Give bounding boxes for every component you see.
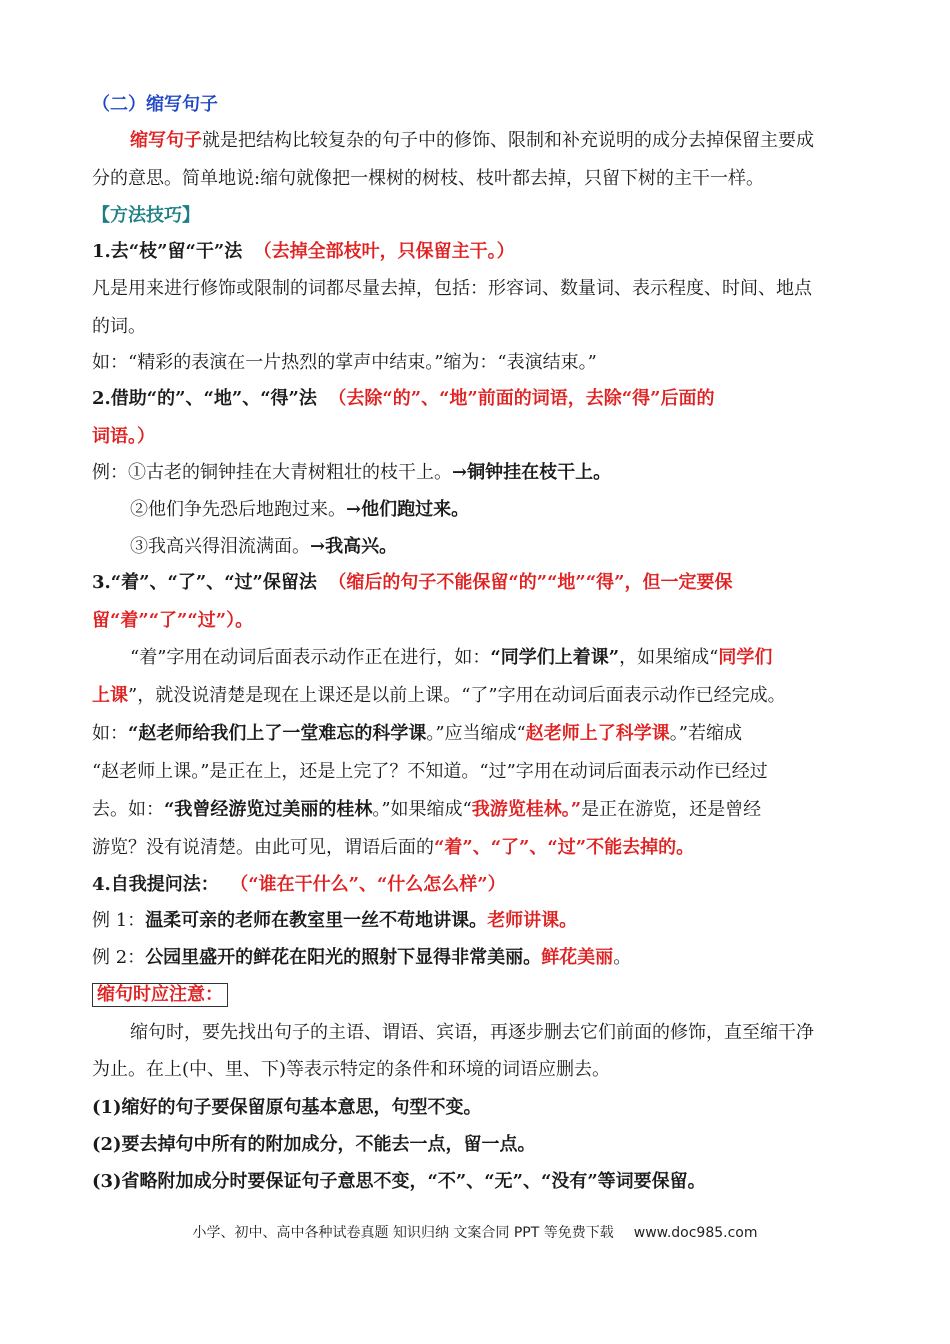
- text: ，如果缩成“: [619, 647, 719, 668]
- text: 是正在游览，还是曾经: [581, 799, 762, 820]
- method-2-note-2: 词语。）: [92, 426, 155, 447]
- method-4-title: 4.自我提问法：: [92, 874, 219, 895]
- section-title: [92, 92, 862, 118]
- method-4-example-2: [92, 945, 862, 971]
- intro-line-1: [130, 128, 864, 154]
- text: 去。如：: [92, 799, 164, 820]
- notice-title: 缩句时应注意：: [92, 983, 228, 1007]
- example-1-sentence: 例：①古老的铜钟挂在大青树粗壮的枝干上。: [92, 462, 452, 483]
- method-4-heading: [92, 872, 862, 898]
- arrow-icon: →: [452, 462, 468, 483]
- rule-text: (2)要去掉句中所有的附加成分，不能去一点，留一点。: [92, 1134, 536, 1155]
- method-3-para-line-1: [130, 645, 862, 671]
- highlight: 我游览桂林。”: [471, 799, 582, 820]
- example-2-sentence: ②他们争先恐后地跑过来。: [130, 499, 346, 520]
- example-label: 例 1：: [92, 910, 146, 931]
- method-1-line-1-text: 凡是用来进行修饰或限制的词都尽量去掉，包括：形容词、数量词、表示程度、时间、地点: [92, 278, 812, 299]
- method-2-note-line-2: [92, 424, 862, 450]
- example-sentence: 公园里盛开的鲜花在阳光的照射下显得非常美丽。: [145, 947, 542, 968]
- method-2-heading: [92, 386, 862, 412]
- arrow-icon: →: [310, 536, 326, 557]
- text: 。: [613, 947, 632, 968]
- intro-line-2: [92, 166, 862, 192]
- methods-heading-text: 【方法技巧】: [92, 205, 200, 226]
- method-1-heading: [92, 239, 862, 265]
- methods-heading: [92, 203, 862, 229]
- highlight: 上课: [92, 685, 128, 706]
- method-2-note-1: （去除“的”、“地”前面的词语，去除“得”后面的: [328, 388, 715, 409]
- method-4-note: （“谁在干什么”、“什么怎么样”）: [230, 874, 506, 895]
- notice-line-2: [92, 1057, 862, 1083]
- intro-line-1-text: 就是把结构比较复杂的句子中的修饰、限制和补充说明的成分去掉保留主要成: [202, 130, 814, 151]
- notice-title-row: [92, 982, 862, 1008]
- method-1-line-2-text: 的词。: [92, 316, 146, 337]
- method-3-note-line-2: [92, 608, 862, 634]
- rule-text: (1)缩好的句子要保留原句基本意思，句型不变。: [92, 1097, 482, 1118]
- highlight: 赵老师上了科学课: [525, 723, 670, 744]
- text: 缩句时，要先找出句子的主语、谓语、宾语，再逐步删去它们前面的修饰，直至缩干净: [130, 1022, 814, 1043]
- method-1-note: （去掉全部枝叶，只保留主干。）: [253, 241, 515, 262]
- example-1-answer: 铜钟挂在枝干上。: [467, 462, 612, 483]
- notice-rule-1: [92, 1095, 862, 1121]
- method-3-para-line-3: [92, 721, 862, 747]
- rule-text: (3)省略附加成分时要保证句子意思不变，“不”、“无”、“没有”等词要保留。: [92, 1171, 706, 1192]
- method-3-heading: [92, 570, 862, 596]
- text: “着”字用在动词后面表示动作正在进行，如：: [130, 647, 491, 668]
- arrow-icon: →: [346, 499, 362, 520]
- method-3-note-2: 留“着”“了”“过”）。: [92, 610, 254, 631]
- emphasis: “我曾经游览过美丽的桂林: [164, 799, 373, 820]
- footer-text: 小学、初中、高中各种试卷真题 知识归纳 文案合同 PPT 等免费下载: [192, 1225, 614, 1241]
- method-1-line-2: [92, 314, 862, 340]
- text: 为止。在上(中、里、下)等表示特定的条件和环境的词语应删去。: [92, 1059, 611, 1080]
- intro-term: 缩写句子: [130, 130, 202, 151]
- text: 如：: [92, 723, 128, 744]
- text: “赵老师上课。”是正在上，还是上完了？不知道。“过”字用在动词后面表示动作已经过: [92, 761, 768, 782]
- highlight: “着”、“了”、“过”不能去掉的。: [434, 837, 695, 858]
- method-1-line-1: [92, 276, 862, 302]
- emphasis: “同学们上着课”: [490, 647, 620, 668]
- example-3-answer: 我高兴。: [325, 536, 398, 557]
- notice-rule-3: [92, 1169, 862, 1195]
- method-1-example: [92, 350, 862, 376]
- method-1-example-text: 如：“精彩的表演在一片热烈的掌声中结束。”缩为：“表演结束。”: [92, 352, 597, 373]
- method-3-para-line-6: [92, 835, 862, 861]
- method-3-para-line-2: [92, 683, 862, 709]
- example-2-answer: 他们跑过来。: [361, 499, 470, 520]
- notice-line-1: [130, 1020, 862, 1046]
- text: 。”如果缩成“: [372, 799, 472, 820]
- method-4-example-1: [92, 908, 862, 934]
- method-2-example-3: [130, 534, 900, 560]
- method-2-title: 2.借助“的”、“地”、“得”法: [92, 388, 317, 409]
- method-3-title: 3.“着”、“了”、“过”保留法: [92, 572, 317, 593]
- method-3-para-line-4: [92, 759, 862, 785]
- method-3-note-1: （缩后的句子不能保留“的”“地”“得”，但一定要保: [328, 572, 733, 593]
- page-footer: [0, 1222, 950, 1242]
- example-answer: 鲜花美丽: [541, 947, 614, 968]
- example-label: 例 2：: [92, 947, 146, 968]
- example-sentence: 温柔可亲的老师在教室里一丝不苟地讲课。: [145, 910, 488, 931]
- method-3-para-line-5: [92, 797, 862, 823]
- emphasis: “赵老师给我们上了一堂难忘的科学课: [128, 723, 427, 744]
- intro-line-2-text: 分的意思。简单地说:缩句就像把一棵树的树枝、枝叶都去掉，只留下树的主干一样。: [92, 168, 765, 189]
- method-1-title: 1.去“枝”留“干”法: [92, 241, 243, 262]
- example-3-sentence: ③我高兴得泪流满面。: [130, 536, 310, 557]
- method-2-example-1: [92, 460, 862, 486]
- method-2-example-2: [130, 497, 900, 523]
- text: 游览？没有说清楚。由此可见，谓语后面的: [92, 837, 434, 858]
- text: 。”应当缩成“: [426, 723, 526, 744]
- section-title-text: （二）缩写句子: [92, 94, 218, 115]
- text: ”，就没说清楚是现在上课还是以前上课。“了”字用在动词后面表示动作已经完成。: [128, 685, 786, 706]
- highlight: 同学们: [718, 647, 773, 668]
- footer-site-link[interactable]: www.doc985.com: [633, 1225, 758, 1241]
- example-answer: 老师讲课。: [487, 910, 578, 931]
- notice-rule-2: [92, 1132, 862, 1158]
- text: 。”若缩成: [669, 723, 742, 744]
